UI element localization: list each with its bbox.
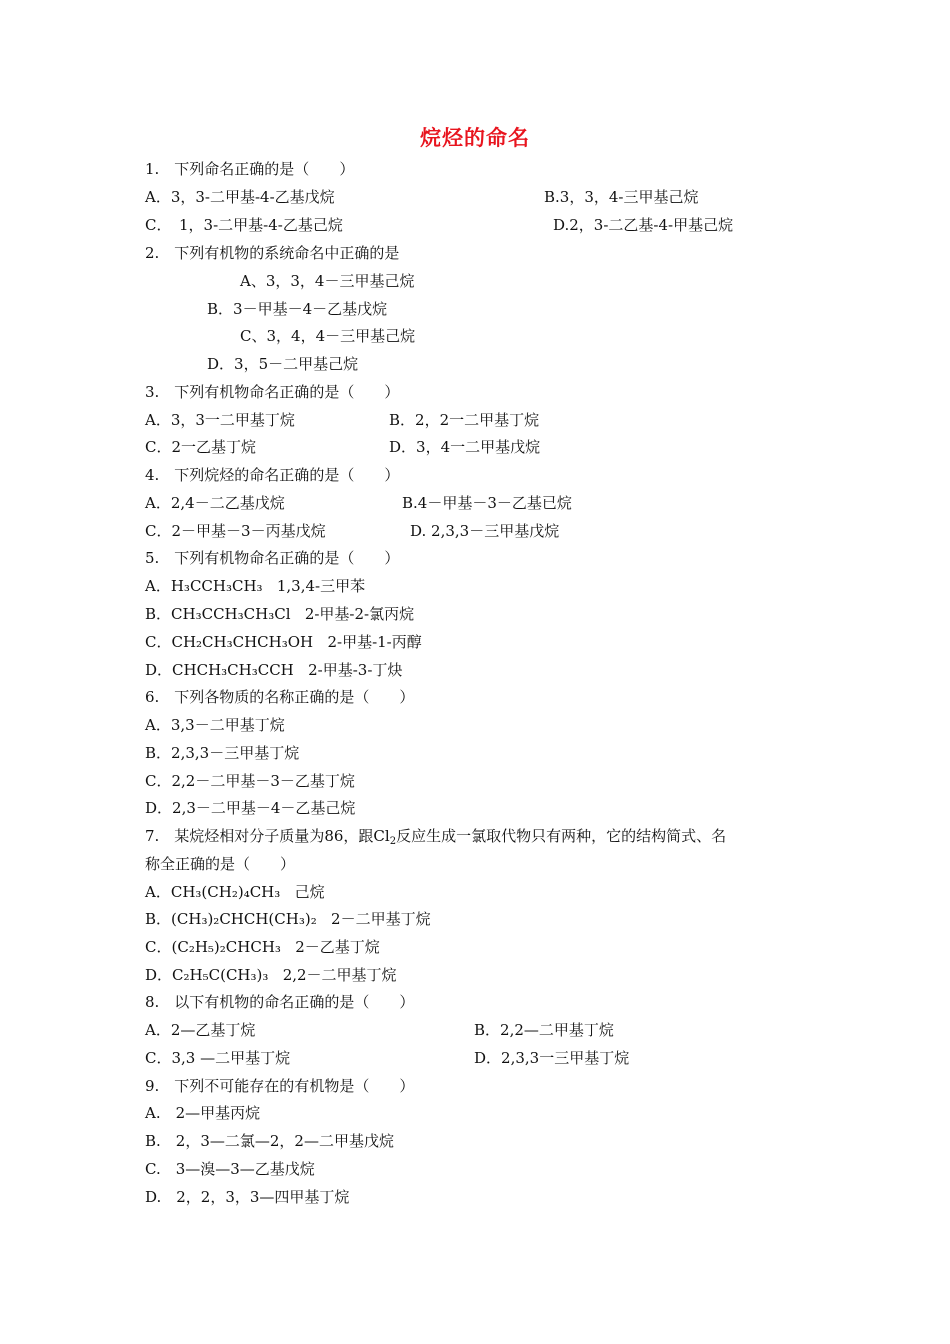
q3-option-a: A．3，3一二甲基丁烷 — [145, 411, 295, 429]
q3-stem: 3. 下列有机物命名正确的是（ ） — [145, 383, 400, 401]
q5-c-name: 2-甲基-1-丙醇 — [327, 633, 422, 651]
q7-stem-line2: 称全正确的是（ ） — [145, 855, 296, 873]
q7-b-name: 2－二甲基丁烷 — [331, 910, 431, 928]
q1-option-c: C． 1，3-二甲基-4-乙基己烷 — [145, 216, 343, 234]
q7-d-name: 2,2－二甲基丁烷 — [282, 966, 397, 984]
q4-option-c: C．2－甲基－3－丙基戊烷 — [145, 522, 326, 540]
q4-stem: 4. 下列烷烃的命名正确的是（ ） — [145, 466, 400, 484]
q8-stem: 8. 以下有机物的命名正确的是（ ） — [145, 993, 415, 1011]
q7-stem-pre: 7. 某烷烃相对分子质量为86，跟Cl — [145, 827, 390, 845]
q7-b-formula: (CH₃)₂CHCH(CH₃)₂ — [171, 910, 317, 928]
q2-option-b: B．3－甲基－4－乙基戊烷 — [207, 300, 388, 318]
q2-option-c: C、3，4，4－三甲基己烷 — [240, 327, 416, 345]
q5-stem: 5. 下列有机物命名正确的是（ ） — [145, 549, 400, 567]
q3-option-b: B．2，2一二甲基丁烷 — [389, 411, 540, 429]
q8-option-c: C．3,3 —二甲基丁烷 — [145, 1049, 291, 1067]
q5-d-formula: CHCH₃CH₃CCH — [172, 661, 294, 679]
q2-option-a: A、3，3，4－三甲基己烷 — [240, 272, 415, 290]
q7-stem-sub: 2 — [389, 836, 397, 847]
q6-option-a: A．3,3－二甲基丁烷 — [145, 716, 285, 734]
q7-a-formula: CH₃(CH₂)₄CH₃ — [170, 883, 281, 901]
q1-option-b: B.3，3，4-三甲基己烷 — [544, 188, 699, 206]
q5-a-name: 1,3,4-三甲苯 — [276, 577, 366, 595]
q5-option-a: A．H₃CCH₃CH₃ 1,3,4-三甲苯 — [145, 577, 366, 595]
q7-option-d: D．C₂H₅C(CH₃)₃ 2,2－二甲基丁烷 — [145, 966, 397, 984]
q3-option-c: C．2一乙基丁烷 — [145, 438, 257, 456]
q6-stem: 6. 下列各物质的名称正确的是（ ） — [145, 688, 415, 706]
q2-option-d: D．3，5－二甲基己烷 — [207, 355, 359, 373]
q7-option-b: B．(CH₃)₂CHCH(CH₃)₂ 2－二甲基丁烷 — [145, 910, 431, 928]
q7-d-formula: C₂H₅C(CH₃)₃ — [172, 966, 269, 984]
q6-option-c: C．2,2－二甲基－3－乙基丁烷 — [145, 772, 355, 790]
q4-option-d: D. 2,3,3－三甲基戊烷 — [410, 522, 560, 540]
q7-a-name: 己烷 — [294, 883, 325, 901]
q4-option-a: A．2,4－二乙基戊烷 — [145, 494, 285, 512]
q5-a-formula: H₃CCH₃CH₃ — [170, 577, 263, 595]
q1-stem: 1. 下列命名正确的是（ ） — [145, 160, 355, 178]
q8-option-a: A．2—乙基丁烷 — [145, 1021, 256, 1039]
q5-option-b: B．CH₃CCH₃CH₃Cl 2-甲基-2-氯丙烷 — [145, 605, 415, 623]
q8-option-b: B．2,2—二甲基丁烷 — [474, 1021, 614, 1039]
q4-option-b: B.4－甲基－3－乙基已烷 — [402, 494, 572, 512]
q5-c-formula: CH₂CH₃CHCH₃OH — [171, 633, 314, 651]
q9-option-a: A. 2—甲基丙烷 — [145, 1104, 261, 1122]
q7-c-formula: (C₂H₅)₂CHCH₃ — [171, 938, 281, 956]
q7-option-a: A．CH₃(CH₂)₄CH₃ 己烷 — [145, 883, 325, 901]
q5-option-c: C．CH₂CH₃CHCH₃OH 2-甲基-1-丙醇 — [145, 633, 422, 651]
page-title: 烷烃的命名 — [420, 126, 530, 150]
q5-b-formula: CH₃CCH₃CH₃Cl — [171, 605, 291, 623]
q9-stem: 9. 下列不可能存在的有机物是（ ） — [145, 1077, 415, 1095]
q3-option-d: D．3，4一二甲基戊烷 — [389, 438, 541, 456]
q5-b-name: 2-甲基-2-氯丙烷 — [304, 605, 415, 623]
q2-stem: 2. 下列有机物的系统命名中正确的是 — [145, 244, 400, 262]
q1-option-a: A．3，3-二甲基-4-乙基戊烷 — [145, 188, 335, 206]
q9-option-d: D. 2，2，3，3—四甲基丁烷 — [145, 1188, 350, 1206]
q1-option-d: D.2，3-二乙基-4-甲基己烷 — [553, 216, 734, 234]
q5-d-name: 2-甲基-3-丁炔 — [308, 661, 403, 679]
q6-option-b: B．2,3,3－三甲基丁烷 — [145, 744, 300, 762]
q9-option-c: C. 3—溴—3—乙基戊烷 — [145, 1160, 315, 1178]
q7-stem-post: 反应生成一氯取代物只有两种，它的结构简式、名 — [396, 827, 727, 845]
q5-option-d: D．CHCH₃CH₃CCH 2-甲基-3-丁炔 — [145, 661, 403, 679]
q7-option-c: C．(C₂H₅)₂CHCH₃ 2－乙基丁烷 — [145, 938, 380, 956]
q6-option-d: D．2,3－二甲基－4－乙基己烷 — [145, 799, 356, 817]
q8-option-d: D．2,3,3一三甲基丁烷 — [474, 1049, 630, 1067]
q7-stem-line1 — [145, 826, 726, 846]
q9-option-b: B. 2，3—二氯—2，2—二甲基戊烷 — [145, 1132, 394, 1150]
q7-c-name: 2－乙基丁烷 — [295, 938, 380, 956]
